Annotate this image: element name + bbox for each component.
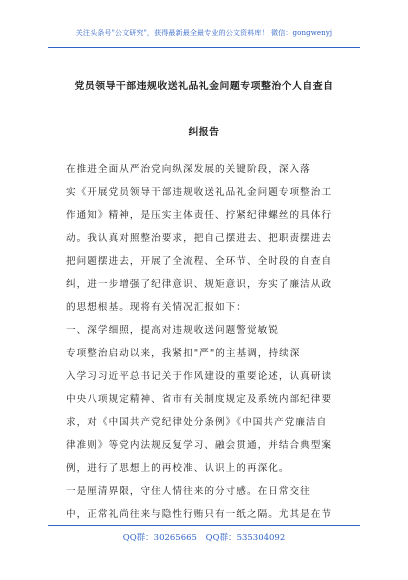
footer-qq-group-2: QQ群：535304092 <box>205 533 286 543</box>
body-line: 作通知》精神，是压实主体责任、拧紧纪律螺丝的具体行 <box>66 210 333 221</box>
body-line: 中，正常礼尚往来与隐性行贿只有一纸之隔。尤其是在节 <box>66 509 333 520</box>
document-title-line-1: 党员领导干部违规收送礼品礼金问题专项整治个人自查自 <box>74 81 334 92</box>
footer-contact <box>0 531 408 543</box>
body-line: 一是厘清界限，守住人情往来的分寸感。在日常交往 <box>66 486 311 497</box>
body-line: 在推进全面从严治党向纵深发展的关键阶段，深入落 <box>66 164 311 175</box>
body-line: 实《开展党员领导干部违规收送礼品礼金问题专项整治工 <box>66 187 333 198</box>
body-line: 纠，进一步增强了纪律意识、规矩意识，夯实了廉洁从政 <box>66 279 333 290</box>
header-divider <box>48 47 360 48</box>
body-line: 中央八项规定精神、省市有关制度规定及系统内部纪律要 <box>66 394 333 405</box>
body-line: 专项整治启动以来，我紧扣"严"的主基调，持续深 <box>66 348 301 359</box>
body-line: 把问题摆进去，开展了全流程、全环节、全时段的自查自 <box>66 256 333 267</box>
body-line: 例，进行了思想上的再校准、认识上的再深化。 <box>66 463 290 474</box>
footer-qq-group-1: QQ群：30265665 <box>122 533 197 543</box>
body-line: 动。我认真对照整治要求，把自己摆进去、把职责摆进去 <box>66 233 333 244</box>
section-heading: 一、深学细照，提高对违规收送问题警觉敏锐 <box>66 325 279 336</box>
body-line: 的思想根基。现将有关情况汇报如下： <box>66 302 247 313</box>
body-line: 律准则》等党内法规反复学习、融会贯通，并结合典型案 <box>66 440 333 451</box>
header-notice: 关注头条号"公文研究"，获得最新最全最专业的公文资料库！ 微信：gongwenyj <box>75 28 333 37</box>
footer-divider <box>48 525 360 526</box>
body-line: 求，对《中国共产党纪律处分条例》《中国共产党廉洁自 <box>66 417 328 428</box>
body-line: 入学习习近平总书记关于作风建设的重要论述，认真研读 <box>66 371 333 382</box>
document-title-line-2: 纠报告 <box>188 127 220 138</box>
